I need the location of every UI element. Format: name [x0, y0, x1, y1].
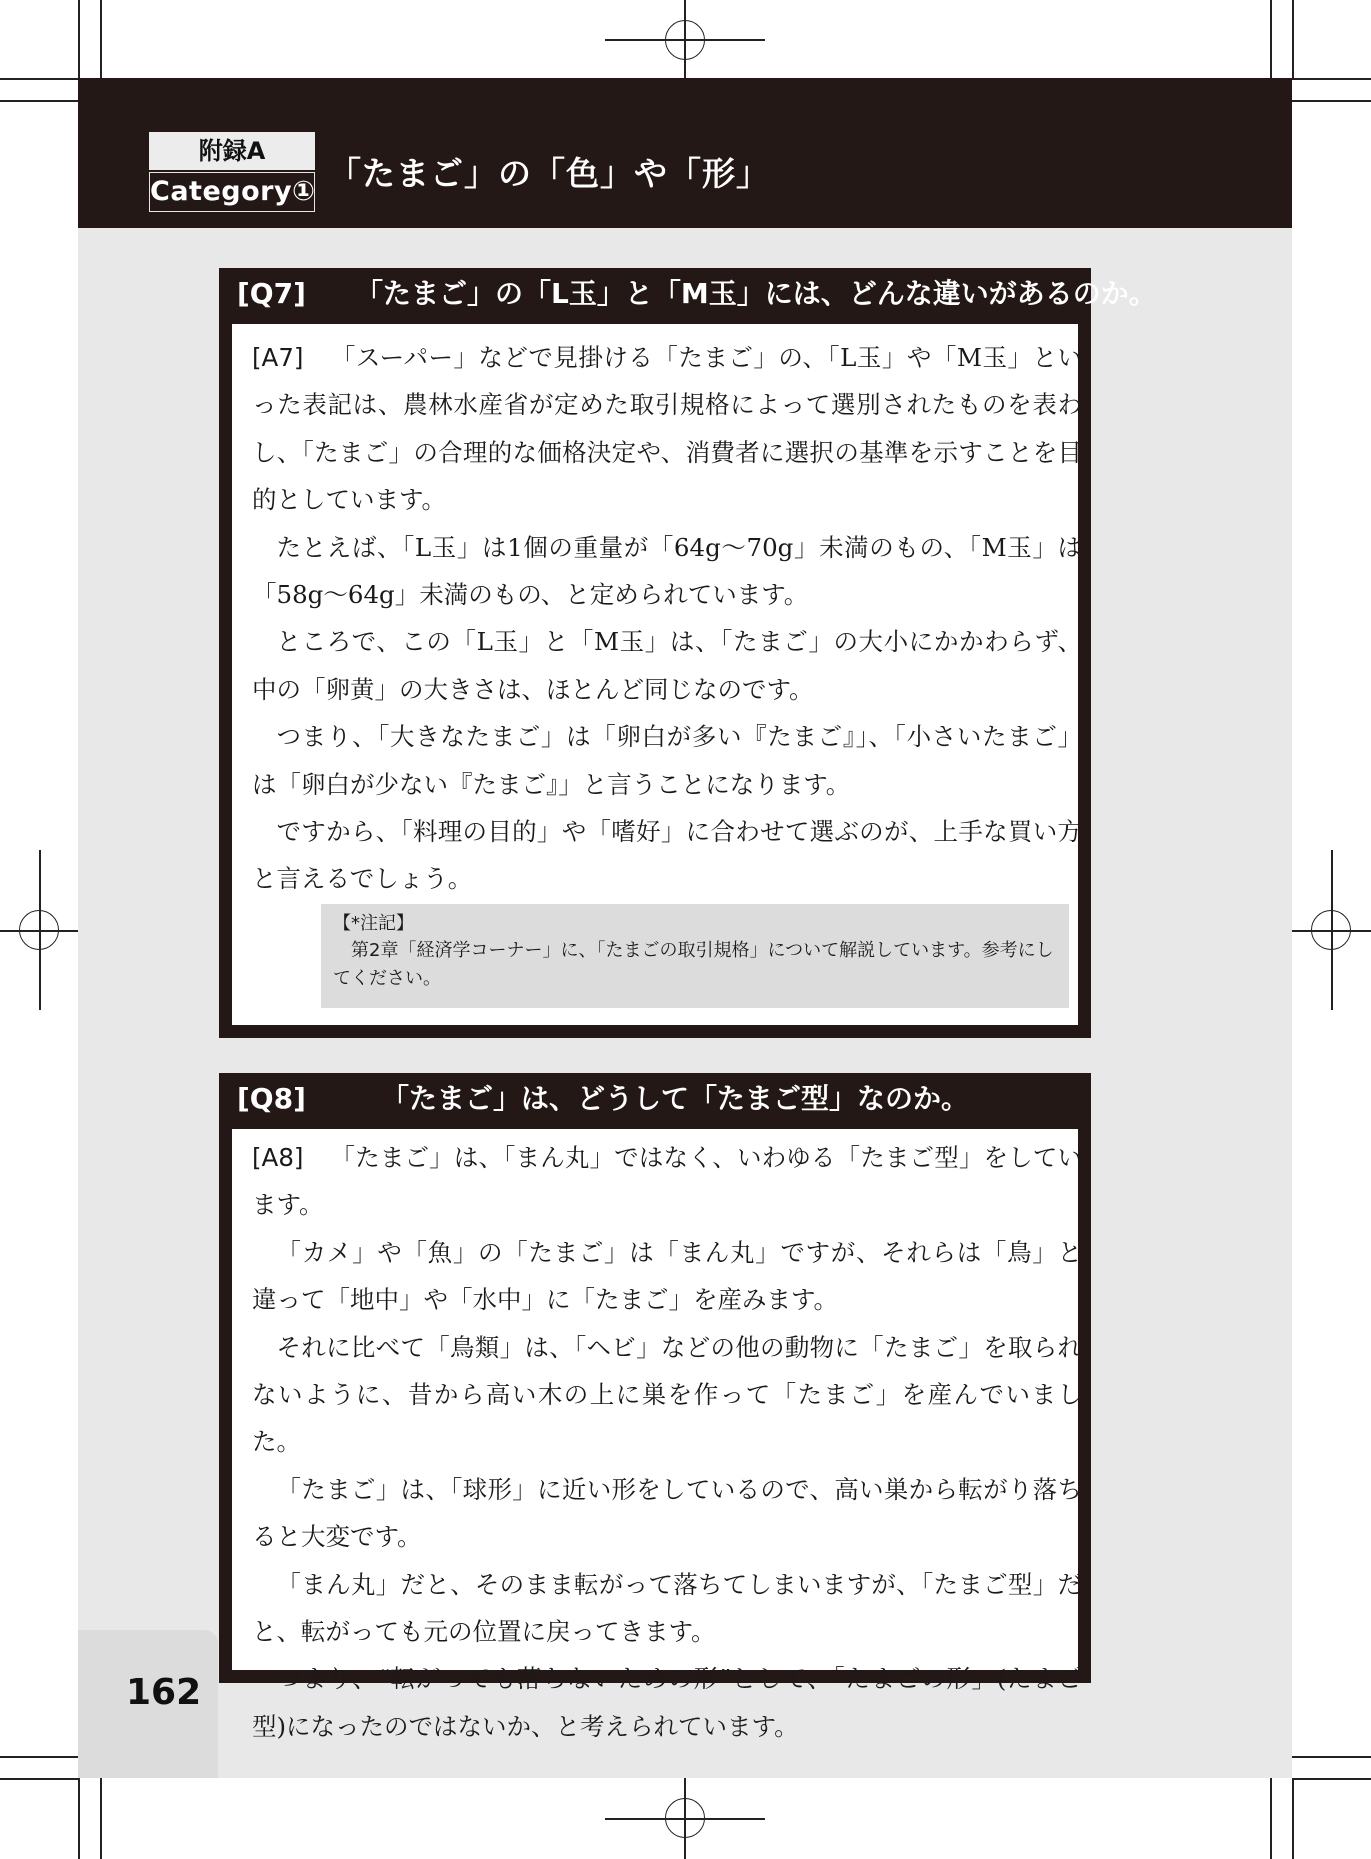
crop-mark	[0, 78, 78, 80]
answer-panel	[232, 1129, 1082, 1741]
crop-mark	[78, 0, 80, 78]
answer-paragraph: 「たまご」は、「球形」に近い形をしているので、高い巣から転がり落ちると大変です。	[252, 1474, 1082, 1552]
crop-mark	[1292, 1756, 1371, 1758]
answer-panel	[232, 324, 1082, 1025]
question-heading	[237, 268, 1157, 322]
crop-mark	[1292, 0, 1294, 78]
qa-card-q7	[219, 268, 1157, 1038]
crop-mark	[1292, 78, 1371, 80]
crop-mark	[100, 0, 102, 78]
crop-mark	[1292, 1778, 1371, 1780]
crop-mark	[78, 1778, 80, 1859]
registration-mark	[665, 1798, 705, 1838]
answer-paragraph: ところで、この「L玉」と「M玉」は、「たまご」の大小にかかわらず、中の「卵黄」の大きさは、ほとんど同じなのです。	[252, 627, 1082, 704]
question-text: 「たまご」は、どうして「たまご型」なのか。	[381, 1082, 970, 1115]
category-label: Category①	[149, 172, 315, 212]
note-body: 第2章「経済学コーナー」に、「たまごの取引規格」について解説しています。参考にしてください。	[333, 940, 1054, 989]
registration-mark	[665, 20, 705, 60]
category-badge	[149, 132, 315, 212]
chapter-title: 「たまご」の「色」や「形」	[328, 154, 770, 193]
question-text: 「たまご」の「L玉」と「M玉」には、どんな違いがあるのか。	[355, 277, 1157, 310]
crop-mark	[1292, 100, 1371, 102]
crop-mark	[0, 1756, 78, 1758]
appendix-label: 附録A	[149, 132, 315, 170]
question-number: [Q7]	[237, 277, 306, 310]
answer-paragraph: [A7] 「スーパー」などで見掛ける「たまご」の、「L玉」や「M玉」といった表記は、農林水産省が定めた取引規格によって選別されたものを表わし、「たまご」の合理的な価格決定や、消費者に選択の基準を示すことを目的としています。	[252, 343, 1082, 515]
crop-mark	[0, 100, 78, 102]
crop-mark	[1292, 1778, 1294, 1859]
answer-paragraph: つまり、「大きなたまご」は「卵白が多い『たまご』」、「小さいたまご」は「卵白が少ない『たまご』」と言うことになります。	[252, 722, 1082, 799]
answer-text	[252, 334, 1082, 903]
answer-paragraph: [A8] 「たまご」は、「まん丸」ではなく、いわゆる「たまご型」をしています。	[252, 1143, 1082, 1220]
answer-paragraph: ですから、「料理の目的」や「嗜好」に合わせて選ぶのが、上手な買い方と言えるでしょう。	[252, 817, 1082, 894]
answer-paragraph: たとえば、「L玉」は1個の重量が「64g～70g」未満のもの、「M玉」は「58g～64g」未満のもの、と定められています。	[252, 532, 1082, 610]
page-number: 162	[126, 1672, 202, 1713]
registration-mark	[19, 910, 59, 950]
crop-mark	[1270, 1778, 1272, 1859]
answer-paragraph: 「まん丸」だと、そのまま転がって落ちてしまいますが、「たまご型」だと、転がっても元の位置に戻ってきます。	[252, 1569, 1082, 1647]
answer-paragraph: つまり、“転がっても落ちないための形”として、「たまごの形」(たまご型)になったのではないか、と考えられています。	[252, 1664, 1082, 1741]
crop-mark	[100, 1778, 102, 1859]
answer-paragraph: 「カメ」や「魚」の「たまご」は「まん丸」ですが、それらは「鳥」と違って「地中」や「水中」に「たまご」を産みます。	[252, 1237, 1082, 1315]
answer-paragraph: それに比べて「鳥類」は、「ヘビ」などの他の動物に「たまご」を取られないように、昔から高い木の上に巣を作って「たまご」を産んでいました。	[252, 1332, 1082, 1457]
answer-label: [A8]	[252, 1143, 304, 1172]
qa-card-q8	[219, 1073, 1091, 1741]
crop-mark	[0, 1778, 78, 1780]
registration-mark	[1311, 910, 1351, 950]
note-title: 【*注記】	[333, 913, 414, 934]
question-heading	[237, 1073, 969, 1127]
answer-label: [A7]	[252, 343, 304, 372]
crop-mark	[1270, 0, 1272, 78]
question-number: [Q8]	[237, 1082, 306, 1115]
note-box	[321, 904, 1069, 1008]
answer-text	[252, 1134, 1082, 1750]
